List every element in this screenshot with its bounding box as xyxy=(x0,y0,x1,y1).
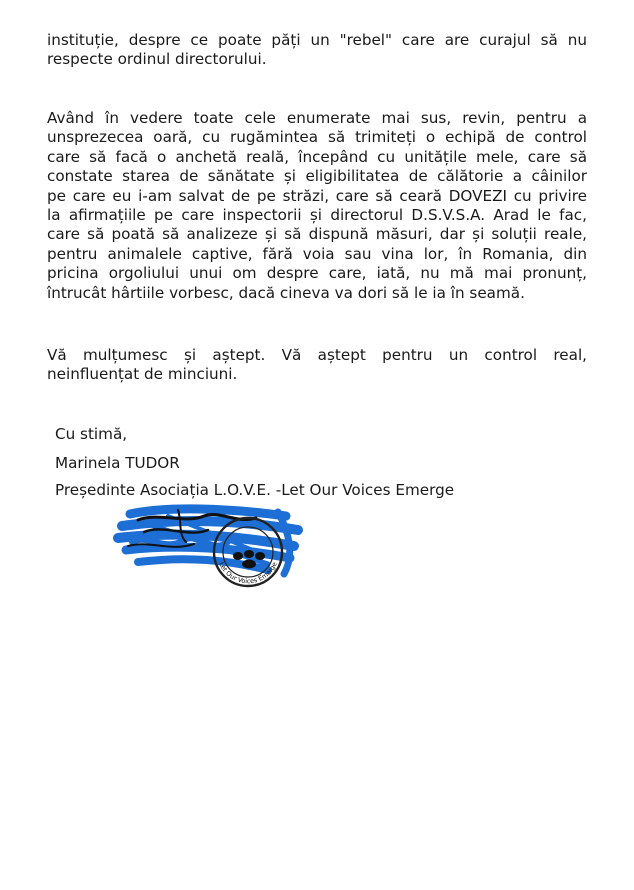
text-line: pricina orgoliului unui om despre care, iată, nu mă mai pronunț, xyxy=(47,264,587,283)
paragraph-thanks xyxy=(47,346,587,385)
text-line: constate starea de sănătate și eligibilitatea de călătorie a câinilor xyxy=(47,167,587,186)
text-line: întrucât hârtiile vorbesc, dacă cineva va dori să le ia în seamă. xyxy=(47,283,525,302)
closing-salutation: Cu stimă, xyxy=(55,425,128,443)
paragraph-request xyxy=(47,109,587,303)
text-line: unsprezecea oară, cu rugămintea să trimiteți o echipă de control xyxy=(47,128,587,147)
text-line: pe care eu i-am salvat de pe străzi, care să ceară DOVEZI cu privire xyxy=(47,186,587,205)
signer-name: Marinela TUDOR xyxy=(55,454,180,472)
text-line: Vă mulțumesc și aștept. Vă aștept pentru un control real, xyxy=(47,346,587,364)
text-line: la afirmațiile pe care inspectorii și directorul D.S.V.S.A. Arad le fac, xyxy=(47,206,587,225)
seal-text: Let Our Voices Emerge xyxy=(217,560,279,586)
signer-title: Președinte Asociația L.O.V.E. -Let Our Voices Emerge xyxy=(55,481,455,499)
signature-stamp xyxy=(108,494,308,594)
text-line: care să facă o anchetă reală, începând cu unitățile mele, care să xyxy=(47,147,587,166)
text-line: pentru animalele captive, fără voia sau vina lor, în Romania, din xyxy=(47,244,587,263)
text-line: Având în vedere toate cele enumerate mai sus, revin, pentru a xyxy=(47,109,587,127)
text-line: neinfluențat de minciuni. xyxy=(47,365,238,384)
text-line: care să poată să analizeze și să dispună măsuri, dar și soluții reale, xyxy=(47,225,587,244)
text-line: instituție, despre ce poate păți un "rebel" care are curajul să nu xyxy=(47,31,587,49)
text-line: respecte ordinul directorului. xyxy=(47,50,267,69)
paragraph-continuation xyxy=(47,31,587,70)
